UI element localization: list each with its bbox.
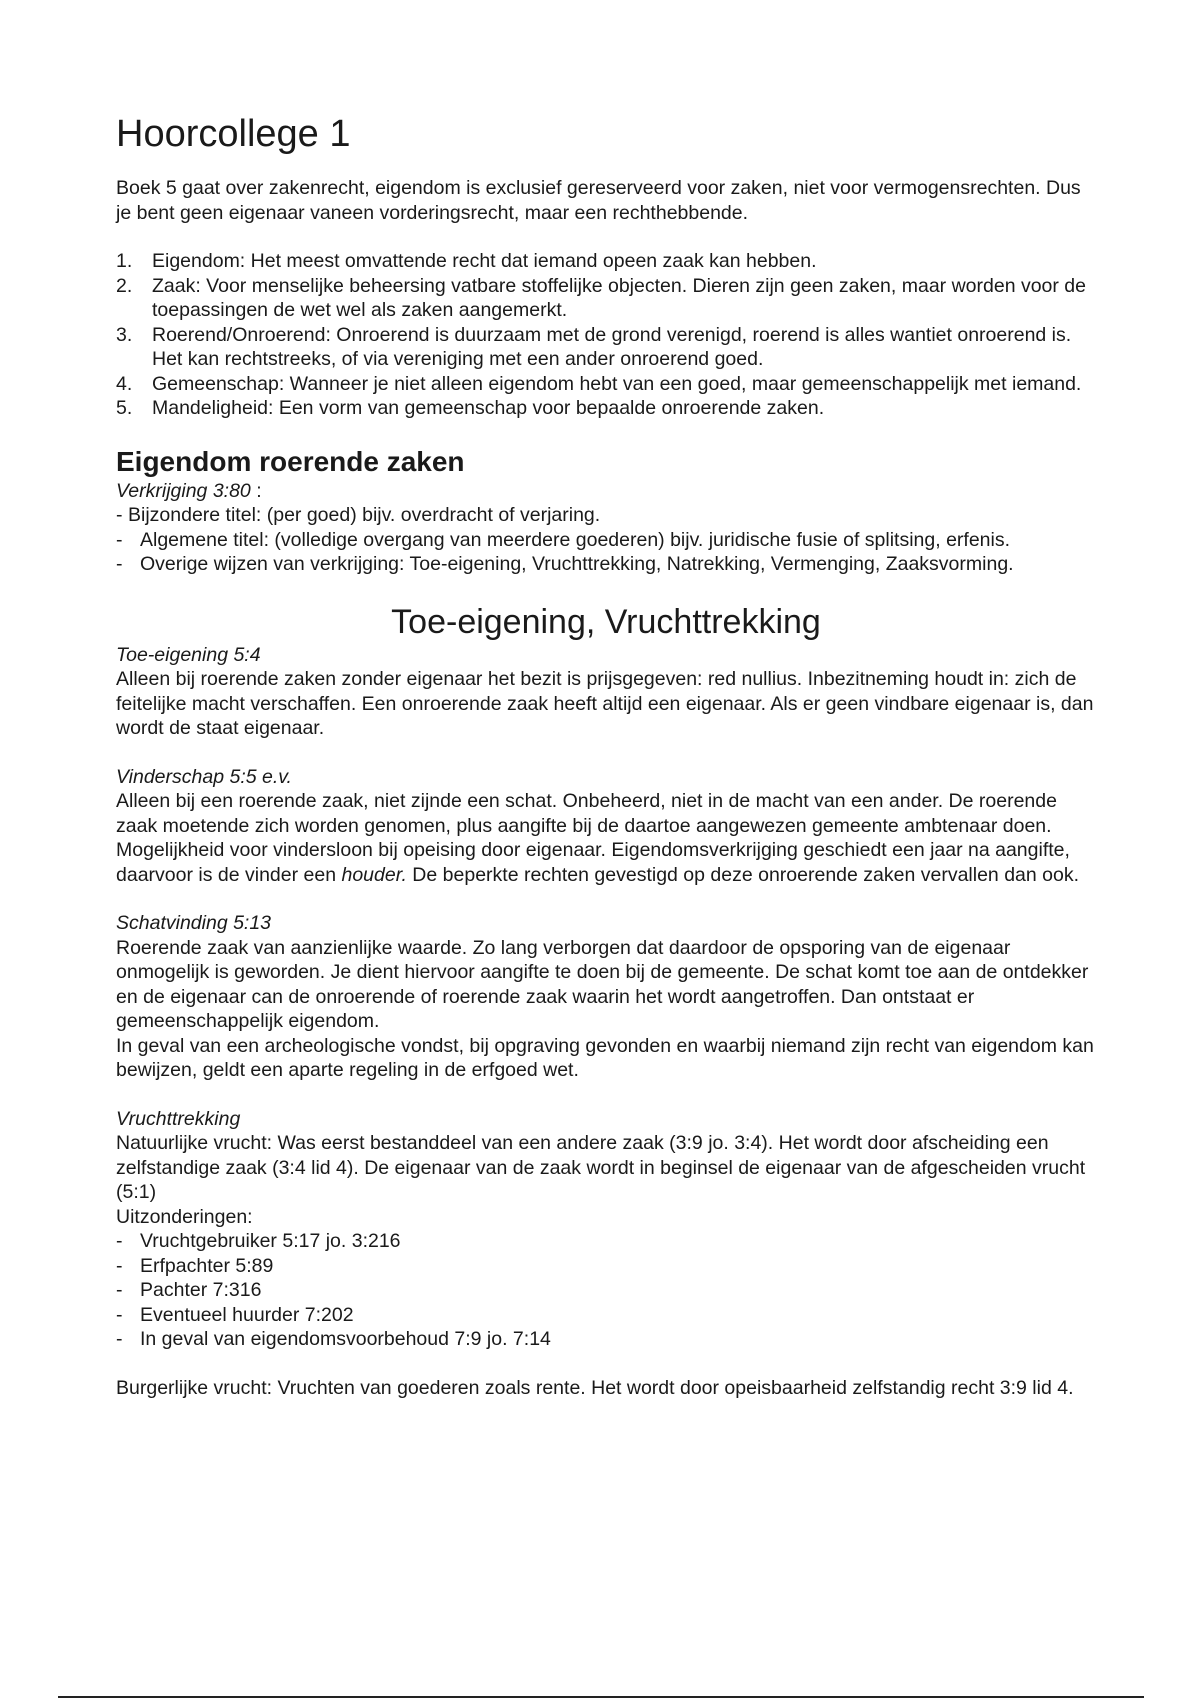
list-number: 3.	[116, 323, 133, 346]
dash-bullet: -	[116, 504, 123, 526]
intro-paragraph: Boek 5 gaat over zakenrecht, eigendom is exclusief gereserveerd voor zaken, niet voor vermogensrechten. Dus je bent geen eigenaar vaneen vorderingsrecht, maar een rechthebbende.	[116, 177, 1081, 224]
list-text: Erfpachter 5:89	[140, 1254, 274, 1277]
list-number: 1.	[116, 250, 133, 272]
subheading-verkrijging: Verkrijging 3:80 :	[116, 479, 262, 502]
burgerlijke-vrucht-paragraph: Burgerlijke vrucht: Vruchten van goederen zoals rente. Het wordt door opeisbaarheid zelfstandig recht 3:9 lid 4.	[116, 1376, 1074, 1399]
subheading-vruchttrekking: Vruchttrekking	[116, 1107, 241, 1130]
list-number: 4.	[116, 372, 133, 395]
list-text: Gemeenschap: Wanneer je niet alleen eigendom hebt van een goed, maar gemeenschappelijk met iemand.	[152, 372, 1082, 395]
list-text: Zaak: Voor menselijke beheersing vatbare stoffelijke objecten. Dieren zijn geen zaken, maar worden voor de toepassingen de wet wel als zaken aangemerkt.	[152, 274, 1087, 321]
schatvinding-paragraph: Roerende zaak van aanzienlijke waarde. Zo lang verborgen dat daardoor de opsporing van de eigenaar onmogelijk is geworden. Je dient hiervoor aangifte te doen bij de gemeente. De schat komt toe aan de ontdekker en de eigenaar can de onroerende of roerende zaak waarin het wordt aangetroffen. Dan ontstaat er gemeenschappelijk eigendom.	[116, 936, 1089, 1032]
list-text: Vruchtgebruiker 5:17 jo. 3:216	[140, 1230, 401, 1252]
dash-bullet: -	[116, 1230, 123, 1252]
list-text: Overige wijzen van verkrijging: Toe-eigening, Vruchttrekking, Natrekking, Vermenging, Zaaksvorming.	[140, 553, 1014, 575]
list-text: Algemene titel: (volledige overgang van meerdere goederen) bijv. juridische fusie of splitsing, erfenis.	[140, 528, 1011, 551]
definitions-list	[116, 249, 1096, 421]
list-text: Pachter 7:316	[140, 1279, 262, 1301]
dash-bullet: -	[116, 528, 123, 551]
uitzonderingen-list	[116, 1229, 1096, 1352]
list-number: 5.	[116, 397, 133, 419]
subheading-schatvinding: Schatvinding 5:13	[116, 912, 272, 934]
dash-bullet: -	[116, 1303, 123, 1326]
list-item	[116, 249, 1096, 274]
list-item	[116, 372, 1096, 397]
list-text: Eigendom: Het meest omvattende recht dat iemand opeen zaak kan hebben.	[152, 250, 817, 272]
list-item	[116, 1254, 1096, 1279]
list-item	[116, 1229, 1096, 1254]
dash-bullet: -	[116, 1254, 123, 1277]
list-text: Mandeligheid: Een vorm van gemeenschap voor bepaalde onroerende zaken.	[152, 397, 825, 419]
list-item	[116, 1278, 1096, 1303]
list-item	[116, 552, 1096, 577]
toe-eigening-paragraph: Alleen bij roerende zaken zonder eigenaar het bezit is prijsgegeven: red nullius. Inbezitneming houdt in: zich de feitelijke macht verschaffen. Een onroerende zaak heeft altijd een eigenaar. Als er geen vindbare eigenaar is, dan wordt de staat eigenaar.	[116, 668, 1094, 739]
list-item	[116, 1327, 1096, 1352]
list-item	[116, 1303, 1096, 1328]
document-page	[116, 112, 1096, 1400]
list-text: In geval van eigendomsvoorbehoud 7:9 jo. 7:14	[140, 1328, 551, 1350]
page-divider	[58, 1696, 1144, 1698]
list-text: Roerend/Onroerend: Onroerend is duurzaam met de grond verenigd, roerend is alles wantiet onroerend is. Het kan rechtstreeks, of via vereniging met een ander onroerend goed.	[152, 323, 1072, 370]
list-text: Eventueel huurder 7:202	[140, 1303, 354, 1326]
section-heading-toe-eigening: Toe-eigening, Vruchttrekking	[391, 602, 821, 641]
vinderschap-paragraph: Alleen bij een roerende zaak, niet zijnde een schat. Onbeheerd, niet in de macht van een ander. De roerende zaak moetende zich worden genomen, plus aangifte bij de daartoe aangewezen gemeente ambtenaar doen. Mogelijkheid voor vindersloon bij opeising door eigenaar. Eigendomsverkrijging geschiedt een jaar na aangifte, daarvoor is de vinder een houder. De beperkte rechten gevestigd op deze onroerende zaken vervallen dan ook.	[116, 790, 1080, 886]
uitzonderingen-label: Uitzonderingen:	[116, 1205, 253, 1228]
list-item	[116, 323, 1096, 372]
dash-bullet: -	[116, 1328, 123, 1350]
natuurlijke-vrucht-paragraph: Natuurlijke vrucht: Was eerst bestanddeel van een andere zaak (3:9 jo. 3:4). Het wordt door afscheiding een zelfstandige zaak (3:4 lid 4). De eigenaar van de zaak wordt in beginsel de eigenaar van de afgescheiden vrucht (5:1)	[116, 1132, 1086, 1203]
section-heading-eigendom: Eigendom roerende zaken	[116, 445, 465, 477]
list-item	[116, 528, 1096, 553]
page-title: Hoorcollege 1	[116, 113, 351, 155]
list-item	[116, 274, 1096, 323]
list-number: 2.	[116, 274, 133, 297]
list-item	[116, 396, 1096, 421]
subheading-vinderschap: Vinderschap 5:5 e.v.	[116, 765, 292, 788]
list-text: Bijzondere titel: (per goed) bijv. overdracht of verjaring.	[128, 504, 601, 526]
dash-bullet: -	[116, 553, 123, 575]
list-item	[116, 503, 1096, 528]
subheading-toe-eigening: Toe-eigening 5:4	[116, 643, 261, 666]
archeologie-paragraph: In geval van een archeologische vondst, bij opgraving gevonden en waarbij niemand zijn recht van eigendom kan bewijzen, geldt een aparte regeling in de erfgoed wet.	[116, 1034, 1094, 1081]
dash-bullet: -	[116, 1279, 123, 1301]
verkrijging-list	[116, 503, 1096, 577]
